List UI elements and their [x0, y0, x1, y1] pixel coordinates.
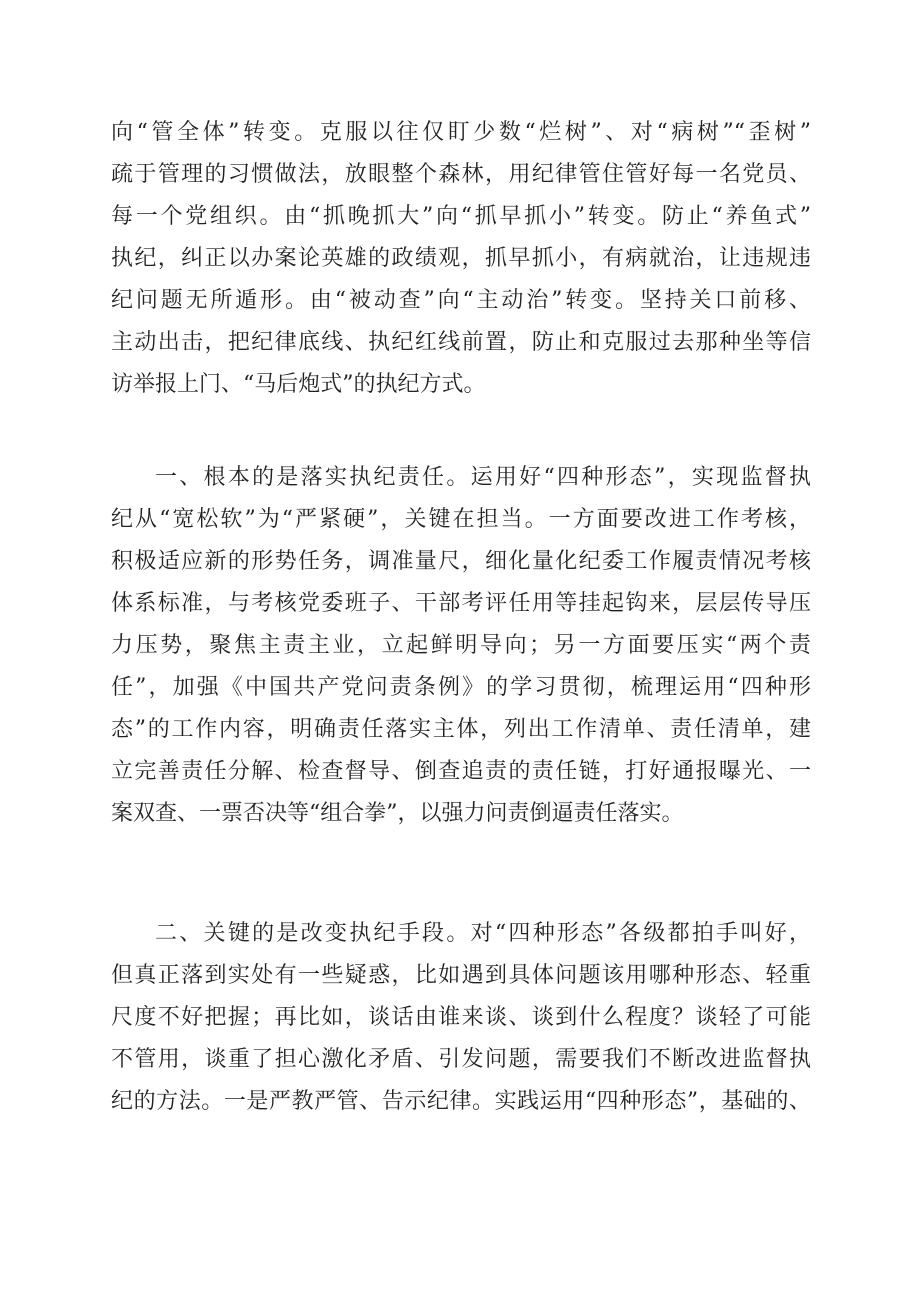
text-line: 向“管全体”转变。克服以往仅盯少数“烂树”、对“病树”“歪树”: [111, 120, 811, 145]
text-line: 态”的工作内容，明确责任落实主体，列出工作清单、责任清单，建: [111, 717, 811, 742]
paragraph-1: [111, 112, 811, 406]
paragraph-3: [111, 913, 811, 1123]
text-line: 访举报上门、“马后炮式”的执纪方式。: [111, 372, 486, 397]
text-line: 体系标准，与考核党委班子、干部考评任用等挂起钩来，层层传导压: [111, 591, 811, 616]
text-line: 主动出击，把纪律底线、执纪红线前置，防止和克服过去那种坐等信: [111, 330, 811, 355]
text-line: 每一个党组织。由“抓晚抓大”向“抓早抓小”转变。防止“养鱼式”: [111, 204, 811, 229]
text-line: 力压势，聚焦主责主业，立起鲜明导向；另一方面要压实“两个责: [111, 633, 811, 658]
text-line: 立完善责任分解、检查督导、倒查追责的责任链，打好通报曝光、一: [111, 759, 811, 784]
text-line: 积极适应新的形势任务，调准量尺，细化量化纪委工作履责情况考核: [111, 549, 811, 574]
text-line: 尺度不好把握；再比如，谈话由谁来谈、谈到什么程度？谈轻了可能: [111, 1005, 811, 1030]
text-line: 二、关键的是改变执纪手段。对“四种形态”各级都拍手叫好，: [155, 921, 811, 946]
text-line: 任”，加强《中国共产党问责条例》的学习贯彻，梳理运用“四种形: [111, 675, 811, 700]
text-line: 执纪，纠正以办案论英雄的政绩观，抓早抓小，有病就治，让违规违: [111, 246, 811, 271]
text-line: 不管用，谈重了担心激化矛盾、引发问题，需要我们不断改进监督执: [111, 1047, 811, 1072]
text-line: 纪从“宽松软”为“严紧硬”，关键在担当。一方面要改进工作考核，: [111, 507, 811, 532]
text-line: 疏于管理的习惯做法，放眼整个森林，用纪律管住管好每一名党员、: [111, 162, 811, 187]
paragraph-2: [111, 457, 811, 835]
text-line: 纪问题无所遁形。由“被动查”向“主动治”转变。坚持关口前移、: [111, 288, 811, 313]
text-line: 但真正落到实处有一些疑惑，比如遇到具体问题该用哪种形态、轻重: [111, 963, 811, 988]
text-line: 案双查、一票否决等“组合拳”，以强力问责倒逼责任落实。: [111, 801, 684, 826]
text-line: 一、根本的是落实执纪责任。运用好“四种形态”，实现监督执: [155, 465, 811, 490]
text-line: 纪的方法。一是严教严管、告示纪律。实践运用“四种形态”，基础的、: [111, 1089, 811, 1114]
